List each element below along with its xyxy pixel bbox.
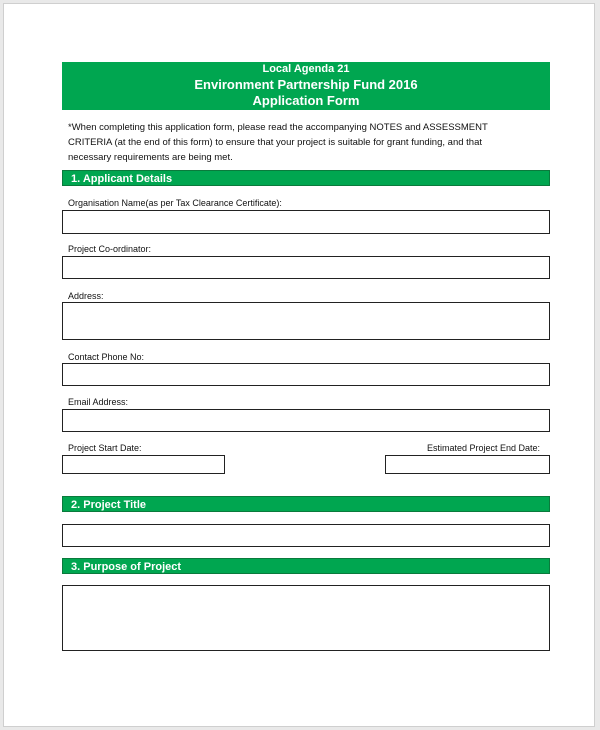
form-title-banner (62, 62, 550, 110)
address-field[interactable] (62, 302, 550, 340)
intro-note (68, 120, 546, 165)
section-purpose-of-project: 3. Purpose of Project (62, 558, 550, 574)
title-line-fund: Environment Partnership Fund 2016 (194, 77, 418, 92)
phone-label: Contact Phone No: (68, 352, 145, 362)
document-page (3, 3, 595, 727)
phone-field[interactable] (62, 363, 550, 386)
end-date-label: Estimated Project End Date: (426, 443, 540, 453)
email-label: Email Address: (68, 397, 129, 407)
coordinator-field[interactable] (62, 256, 550, 279)
section-project-title: 2. Project Title (62, 496, 550, 512)
coordinator-label: Project Co-ordinator: (68, 244, 152, 254)
start-date-label: Project Start Date: (68, 443, 142, 453)
section-applicant-details: 1. Applicant Details (62, 170, 550, 186)
purpose-field[interactable] (62, 585, 550, 651)
title-line-form: Application Form (252, 93, 360, 108)
start-date-field[interactable] (62, 455, 225, 474)
address-label: Address: (68, 291, 104, 301)
organisation-field[interactable] (62, 210, 550, 234)
end-date-field[interactable] (385, 455, 550, 474)
organisation-label: Organisation Name(as per Tax Clearance Certificate): (68, 198, 282, 208)
email-field[interactable] (62, 409, 550, 432)
project-title-field[interactable] (62, 524, 550, 547)
title-line-agenda: Local Agenda 21 (262, 63, 350, 75)
intro-line-2: CRITERIA (at the end of this form) to ensure that your project is suitable for grant funding, and that (68, 137, 482, 148)
intro-line-3: necessary requirements are being met. (68, 152, 233, 163)
intro-line-1: *When completing this application form, please read the accompanying NOTES and ASSESSMENT (68, 122, 488, 133)
